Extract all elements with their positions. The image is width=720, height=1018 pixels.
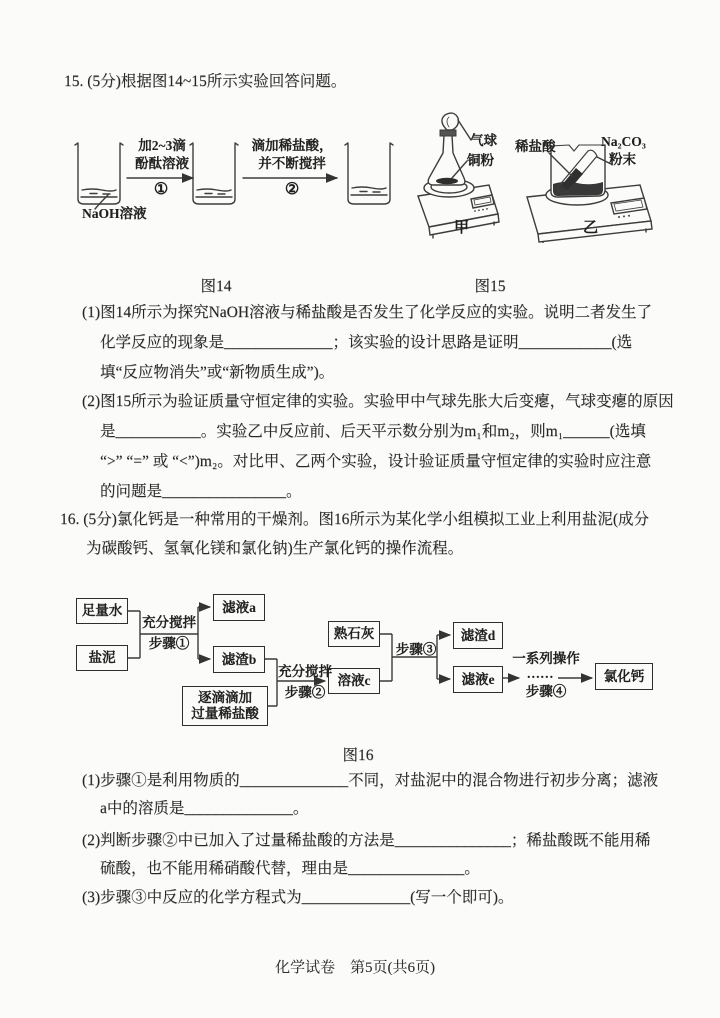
q15-part2-line2: 是___________。实验乙中反应前、后天平示数分别为m₁和m₂，则m₁______(选填: [100, 423, 646, 440]
flow-box-filtrate-e: 滤液e: [453, 666, 503, 693]
q16-part2-line1: (2)判断步骤②中已加入了过量稀盐酸的方法是_______________；稀盐酸既不能用稀: [82, 832, 651, 849]
q15-stem: 15. (5分)根据图14~15所示实验回答问题。: [64, 73, 347, 90]
q16-part2-line2: 硫酸，也不能用稀硝酸代替，理由是_______________。: [100, 860, 480, 877]
q15-part1-line1: (1)图14所示为探究NaOH溶液与稀盐酸是否发生了化学反应的实验。说明二者发生了: [82, 304, 653, 321]
beaker3-icon: [345, 143, 393, 204]
page-footer: 化学试卷 第5页(共6页): [275, 960, 435, 976]
flow-box-residue-b: 滤渣b: [213, 646, 265, 673]
q16-part1-line2: a中的溶质是______________。: [100, 800, 309, 817]
q15-part2-line3: “>” “=” 或 “<”)m₂。对比甲、乙两个实验，设计验证质量守恒定律的实验时应注意: [100, 453, 652, 470]
flow-box-filtrate-a: 滤液a: [213, 594, 265, 621]
flow-box-residue-d: 滤渣d: [453, 622, 503, 649]
flow-box-solution-c: 溶液c: [328, 668, 380, 694]
flow-box-add-acid: 逐滴滴加 过量稀盐酸: [182, 686, 268, 726]
flow-ops-dots: ……: [526, 666, 554, 681]
flow-step2-label-line2: 步骤②: [284, 685, 326, 700]
flow-box-slaked-lime: 熟石灰: [328, 621, 380, 647]
dilute-acid-label: 稀盐酸: [515, 139, 556, 154]
beaker-tube-icon: [549, 145, 611, 197]
flow-ops-label: 一系列操作: [512, 651, 580, 666]
q15-part2-line4: 的问题是________________。: [100, 483, 302, 500]
figure-14-15-drawing: [60, 108, 700, 243]
na2co3-label: Na₂CO₃: [601, 134, 646, 149]
copper-powder-label: 铜粉: [467, 153, 494, 168]
figure15-caption: 图15: [474, 278, 506, 295]
flow-box-salt-mud: 盐泥: [76, 645, 128, 671]
q16-stem-line2: 为碳酸钙、氢氧化镁和氯化钠)生产氯化钙的操作流程。: [86, 540, 464, 557]
q15-part1-line2: 化学反应的现象是______________；该实验的设计思路是证明____________(选: [100, 334, 633, 351]
flow-step4-label: 步骤④: [525, 684, 567, 699]
flask-balloon-icon: [428, 113, 471, 185]
q15-part2-line1: (2)图15所示为验证质量守恒定律的实验。实验甲中气球先胀大后变瘪，气球变瘪的原因: [82, 393, 674, 410]
flow-step1-label-line1: 充分搅拌: [142, 615, 196, 630]
arrow2-label-line2: 并不断搅拌: [258, 156, 326, 171]
powder-label: 粉末: [609, 152, 636, 167]
flow-step1-label-line2: 步骤①: [148, 636, 190, 651]
step2-circle-label: ②: [284, 181, 300, 198]
step1-circle-label: ①: [153, 181, 169, 198]
figure14-caption: 图14: [200, 278, 232, 295]
scale-yi-label: 乙: [583, 220, 599, 236]
flow-step2-label-line1: 充分搅拌: [278, 664, 332, 679]
flow-box-product: 氯化钙: [595, 663, 653, 690]
q15-part1-line3: 填“反应物消失”或“新物质生成”)。: [100, 364, 335, 381]
q16-part3-line1: (3)步骤③中反应的化学方程式为______________(写一个即可)。: [82, 889, 514, 906]
arrow1-label-line2: 酚酞溶液: [135, 156, 189, 171]
naoh-solution-label: NaOH溶液: [82, 206, 147, 221]
q16-part1-line1: (1)步骤①是利用物质的______________不同，对盐泥中的混合物进行初步分离；滤液: [82, 772, 659, 789]
arrow2-label-line1: 滴加稀盐酸，: [251, 138, 333, 153]
arrow1-label-line1: 加2~3滴: [138, 138, 186, 153]
figure16-caption: 图16: [342, 747, 374, 764]
beaker1-icon: [75, 143, 123, 204]
balloon-label: 气球: [470, 133, 497, 148]
q16-stem-line1: 16. (5分)氯化钙是一种常用的干燥剂。图16所示为某化学小组模拟工业上利用盐泥(成分: [60, 511, 649, 528]
scale-jia-label: 甲: [454, 220, 470, 236]
flow-step3-label: 步骤③: [395, 642, 437, 657]
flow-box-water: 足量水: [76, 598, 128, 624]
